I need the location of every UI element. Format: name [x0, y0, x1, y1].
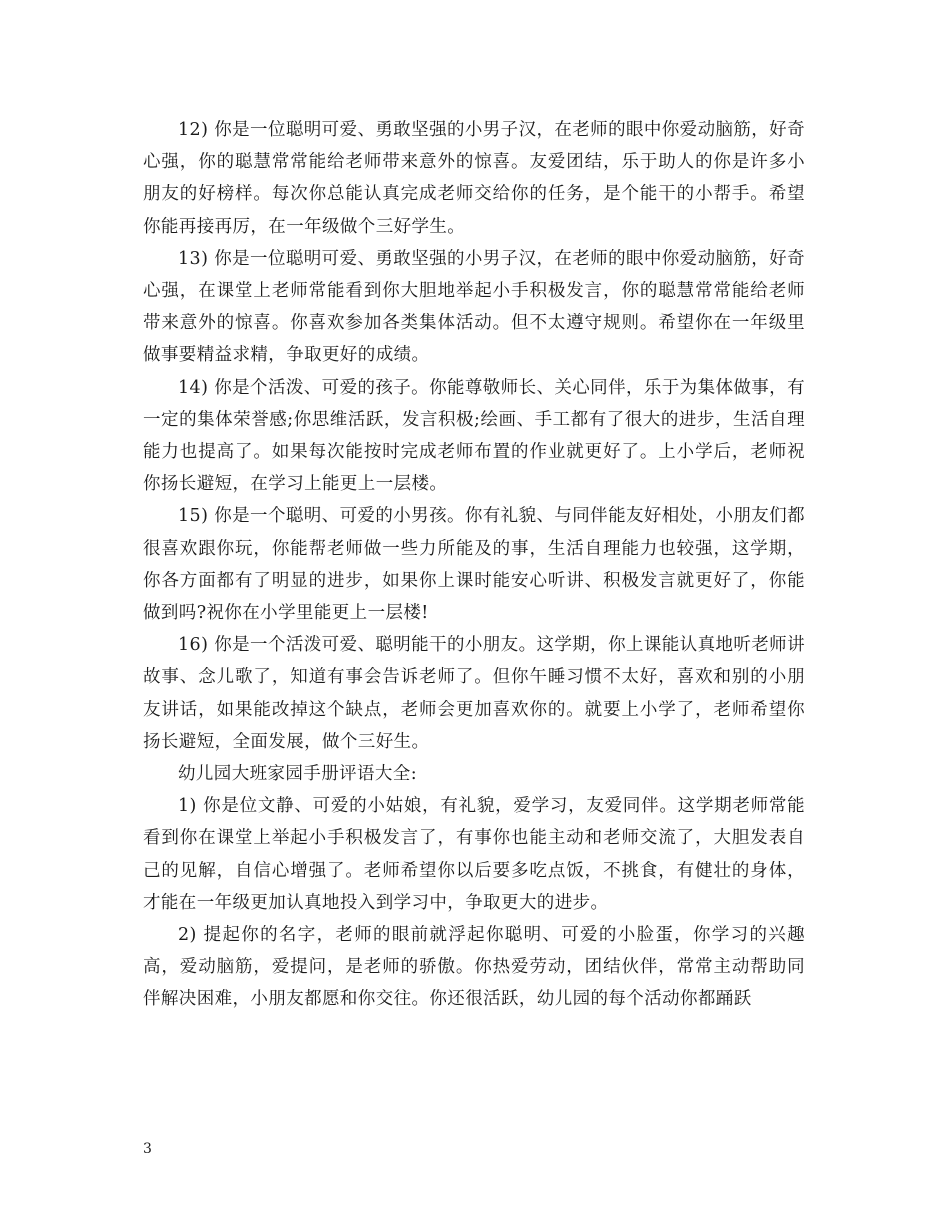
document-body — [143, 114, 805, 1016]
section-heading: 幼儿园大班家园手册评语大全: — [178, 764, 417, 785]
paragraph-comment-14: 14) 你是个活泼、可爱的孩子。你能尊敬师长、关心同伴，乐于为集体做事，有一定的集体荣誉感;你思维活跃，发言积极;绘画、手工都有了很大的进步，生活自理能力也提高了。如果每次能按时完成老师布置的作业就更好了。上小学后，老师祝你扬长避短，在学习上能更上一层楼。 — [143, 377, 805, 495]
paragraph-comment-16: 16) 你是一个活泼可爱、聪明能干的小朋友。这学期，你上课能认真地听老师讲故事、念儿歌了，知道有事会告诉老师了。但你午睡习惯不太好，喜欢和别的小朋友讲话，如果能改掉这个缺点，老师会更加喜欢你的。就要上小学了，老师希望你扬长避短，全面发展，做个三好生。 — [143, 635, 805, 752]
paragraph-comment-15: 15) 你是一个聪明、可爱的小男孩。你有礼貌、与同伴能友好相处，小朋友们都很喜欢跟你玩，你能帮老师做一些力所能及的事，生活自理能力也较强，这学期，你各方面都有了明显的进步，如果你上课时能安心听讲、积极发言就更好了，你能做到吗?祝你在小学里能更上一层楼! — [143, 506, 805, 624]
paragraph-comment-12: 12) 你是一位聪明可爱、勇敢坚强的小男子汉，在老师的眼中你爱动脑筋，好奇心强，你的聪慧常常能给老师带来意外的惊喜。友爱团结，乐于助人的你是许多小朋友的好榜样。每次你总能认真完成老师交给你的任务，是个能干的小帮手。希望你能再接再厉，在一年级做个三好学生。 — [143, 120, 805, 237]
paragraph-comment-1: 1) 你是位文静、可爱的小姑娘，有礼貌，爱学习，友爱同伴。这学期老师常能看到你在课堂上举起小手积极发言了，有事你也能主动和老师交流了，大胆发表自己的见解，自信心增强了。老师希望你以后要多吃点饭，不挑食，有健壮的身体，才能在一年级更加认真地投入到学习中，争取更大的进步。 — [143, 796, 805, 913]
paragraph-comment-2: 2) 提起你的名字，老师的眼前就浮起你聪明、可爱的小脸蛋，你学习的兴趣高，爱动脑筋，爱提问，是老师的骄傲。你热爱劳动，团结伙伴，常常主动帮助同伴解决困难，小朋友都愿和你交往。你还很活跃，幼儿园的每个活动你都踊跃 — [143, 925, 805, 1010]
paragraph-comment-13: 13) 你是一位聪明可爱、勇敢坚强的小男子汉，在老师的眼中你爱动脑筋，好奇心强，在课堂上老师常能看到你大胆地举起小手积极发言，你的聪慧常常能给老师带来意外的惊喜。你喜欢参加各类集体活动。但不太遵守规则。希望你在一年级里做事要精益求精，争取更好的成绩。 — [143, 248, 805, 366]
page-number: 3 — [143, 1141, 152, 1157]
